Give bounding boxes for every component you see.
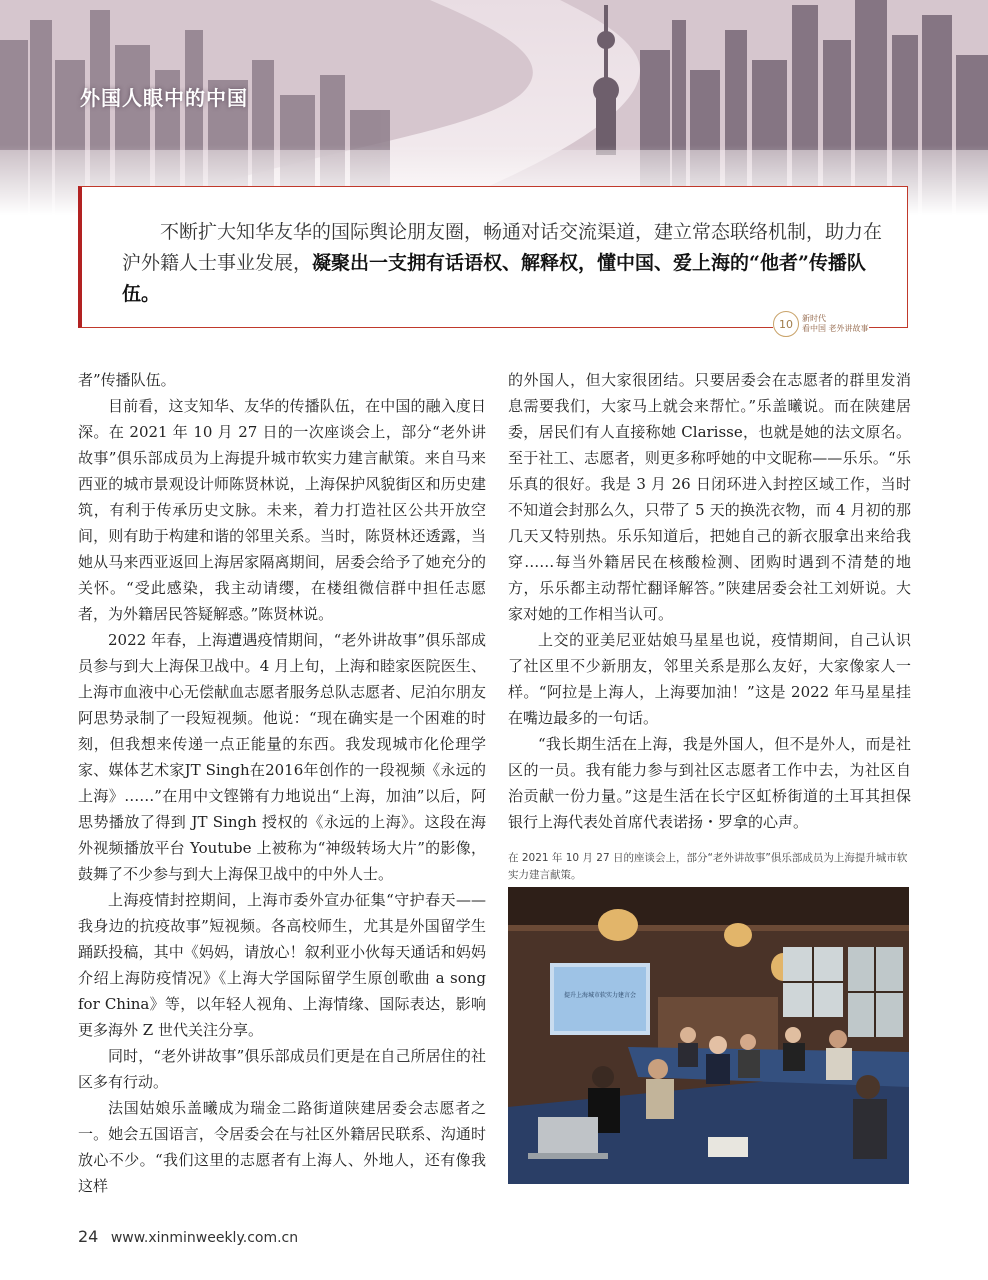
paragraph: 上交的亚美尼亚姑娘马星星也说，疫情期间，自己认识了社区里不少新朋友，邻里关系是那么友好，大家像家人一样。“阿拉是上海人，上海要加油！”这是 2022 年马星星挂在嘴边最多的一句话。 [508,631,911,727]
meeting-room-image [508,887,909,1184]
paragraph: 者”传播队伍。 [78,371,176,389]
meeting-photo [508,887,909,1184]
left-column [78,367,486,1199]
paragraph: 目前看，这支知华、友华的传播队伍，在中国的融入度日深。在 2021 年 10 月 27 日的一次座谈会上，部分“老外讲故事”俱乐部成员为上海提升城市软实力建言献策。来自马来西亚的城市景观设计师陈贤林说，上海保护风貌街区和历史建筑，有利于传承历史文脉。未来，着力打造社区公共开放空间，则有助于构建和谐的邻里关系。当时，陈贤林还透露，当她从马来西亚返回上海居家隔离期间，居委会给予了她充分的关怀。“受此感染，我主动请缨，在楼组微信群中担任志愿者，为外籍居民答疑解惑。”陈贤林说。 [78,397,486,623]
website-url: www.xinminweekly.com.cn [110,1230,299,1246]
intro-text-normal: 不断扩大知华友华的国际舆论朋友圈，畅通对话交流渠道，建立常态联络机制，助力在沪外籍人士事业发展， [122,221,883,274]
paragraph: 2022 年春，上海遭遇疫情期间，“老外讲故事”俱乐部成员参与到大上海保卫战中。4 月上旬，上海和睦家医院医生、上海市血液中心无偿献血志愿者服务总队志愿者、尼泊尔朋友阿思势录制了一段短视频。他说：“现在确实是一个困难的时刻，但我想来传递一点正能量的东西。我发现城市化伦理学家、媒体艺术家JT Singh在2016年创作的一段视频《永远的上海》……”在用中文铿锵有力地说出“上海，加油”以后，阿思势播放了得到 JT Singh 授权的《永远的上海》。这段在海外视频播放平台 Youtube 上被称为“神级转场大片”的影像，鼓舞了不少参与到大上海保卫战中的中外人士。 [78,631,486,883]
paragraph: 法国姑娘乐盖曦成为瑞金二路街道陕建居委会志愿者之一。她会五国语言，令居委会在与社区外籍居民联系、沟通时放心不少。“我们这里的志愿者有上海人、外地人，还有像我这样 [78,1099,486,1195]
section-title: 外国人眼中的中国 [80,86,248,110]
intro-quote-box [78,186,908,333]
series-logo [773,309,869,339]
page-footer [78,1227,298,1246]
intro-text-bold: 凝聚出一支拥有话语权、解释权，懂中国、爱上海的“他者”传播队伍。 [122,252,866,305]
paragraph: 上海疫情封控期间，上海市委外宣办征集“守护春天——我身边的抗疫故事”短视频。各高校师生，尤其是外国留学生踊跃投稿，其中《妈妈，请放心！叙利亚小伙每天通话和妈妈介绍上海防疫情况》《上海大学国际留学生原创歌曲 a song for China》等，以年轻人视角、上海情缘、国际表达，影响更多海外 Z 世代关注分享。 [78,891,486,1039]
intro-text [122,217,887,310]
series-logo-mark: 10 [773,311,799,337]
page-number: 24 [78,1227,99,1246]
paragraph: “我长期生活在上海，我是外国人，但不是外人，而是社区的一员。我有能力参与到社区志愿者工作中去，为社区自治贡献一份力量。”这是生活在长宁区虹桥街道的土耳其担保银行上海代表处首席代表诺扬・罗拿的心声。 [508,735,911,831]
series-logo-text: 新时代 看中国 老外讲故事 [802,314,869,333]
header-banner [0,0,988,215]
paragraph: 同时，“老外讲故事”俱乐部成员们更是在自己所居住的社区多有行动。 [78,1047,486,1091]
paragraph: 的外国人，但大家很团结。只要居委会在志愿者的群里发消息需要我们，大家马上就会来帮忙。”乐盖曦说。而在陕建居委，居民们有人直接称她 Clarisse，也就是她的法文原名。至于社工、志愿者，则更多称呼她的中文昵称——乐乐。“乐乐真的很好。我是 3 月 26 日闭环进入封控区域工作，当时不知道会封那么久，只带了 5 天的换洗衣物，而 4 月初的那几天又特别热。乐乐知道后，把她自己的新衣服拿出来给我穿……每当外籍居民在核酸检测、团购时遇到不清楚的地方，乐乐都主动帮忙翻译解答。”陕建居委会社工刘妍说。大家对她的工作相当认可。 [508,371,911,623]
screen-text: 提升上海城市软实力建言会 [563,992,637,999]
right-column [508,367,911,835]
photo-caption: 在 2021 年 10 月 27 日的座谈会上，部分“老外讲故事”俱乐部成员为上海提升城市软实力建言献策。 [508,852,908,881]
